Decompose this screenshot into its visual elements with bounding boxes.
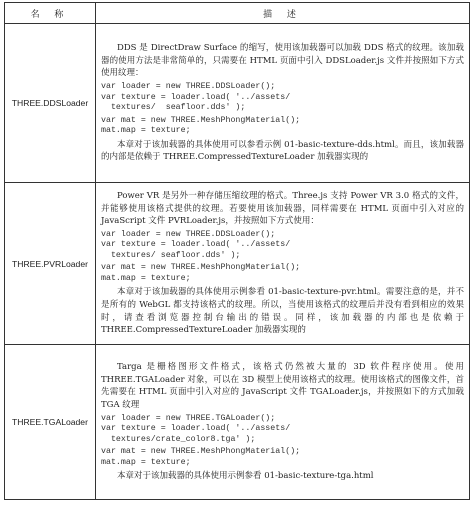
loader-description <box>96 24 470 183</box>
code-block: var mat = new THREE.MeshPhongMaterial(); mat.map = texture; <box>101 115 301 136</box>
description-note: 本章对于该加载器的具体使用可以参看示例 01-basic-texture-dds.html。而且，该加载器的内部是依赖于 THREE.CompressedTextureLoader 加载器实现的 <box>101 139 464 163</box>
loader-name: THREE.TGALoader <box>5 345 96 500</box>
description-intro: Targa 是栅格图形文件格式，该格式仍然被大量的 3D 软件程序使用。使用 THREE.TGALoader 对象，可以在 3D 模型上使用该格式的纹理。使用该格式的图像文件，首先需要在 HTML 页面中引入对应的 JavaScript 文件 TGALoader.js，并按照如下的方式加载 TGA 纹理 <box>101 362 467 411</box>
code-block: var loader = new THREE.DDSLoader(); var texture = loader.load( '../assets/ textures/ seafloor.dds' ); <box>101 229 291 260</box>
description-intro: DDS 是 DirectDraw Surface 的缩写，使用该加载器可以加载 DDS 格式的纹理。该加载器的使用方法是非常简单的，只需要在 HTML 页面中引入 DDSLoader.js 文件并按照如下方式使用纹理： <box>101 43 464 79</box>
header-name: 名 称 <box>5 3 96 24</box>
table-row <box>5 183 470 345</box>
loader-name: THREE.DDSLoader <box>5 24 96 183</box>
loader-name: THREE.PVRLoader <box>5 183 96 345</box>
table-row <box>5 345 470 500</box>
description-note: 本章对于该加载器的具体使用示例参看 01-basic-texture-pvr.html。需要注意的是，并不是所有的 WebGL 都支持该格式的纹理。所以，当使用该格式的纹理后并没有看到相应的效果时，请查看浏览器控制台输出的错误。同样，该加载器的内部也是依赖于 THREE.CompressedTextureLoader 加载器实现的 <box>101 287 467 336</box>
table-row <box>5 24 470 183</box>
loader-table <box>4 2 470 500</box>
code-block: var mat = new THREE.MeshPhongMaterial(); mat.map = texture; <box>101 263 301 283</box>
loader-description <box>96 183 470 345</box>
code-block: var loader = new THREE.TGALoader(); var texture = loader.load( '../assets/ textures/crate_color8.tga' ); <box>101 413 291 444</box>
loader-description <box>96 345 470 500</box>
code-block: var mat = new THREE.MeshPhongMaterial(); mat.map = texture; <box>101 447 301 467</box>
header-description: 描 述 <box>96 3 470 24</box>
description-intro: Power VR 是另外一种存储压缩纹理的格式。Three.js 支持 Power VR 3.0 格式的文件，并能够使用该格式提供的纹理。若要使用该加载器，同样需要在 HTML 页面中引入对应的 JavaScript 文件 PVRLoader.js，并按照如下方式使用： <box>101 191 467 227</box>
description-note: 本章对于该加载器的具体使用示例参看 01-basic-texture-tga.html <box>117 471 374 482</box>
table-header-row <box>5 3 470 24</box>
code-block: var loader = new THREE.DDSLoader(); var texture = loader.load( '../assets/ textures/ seafloor.dds' ); <box>101 82 291 113</box>
